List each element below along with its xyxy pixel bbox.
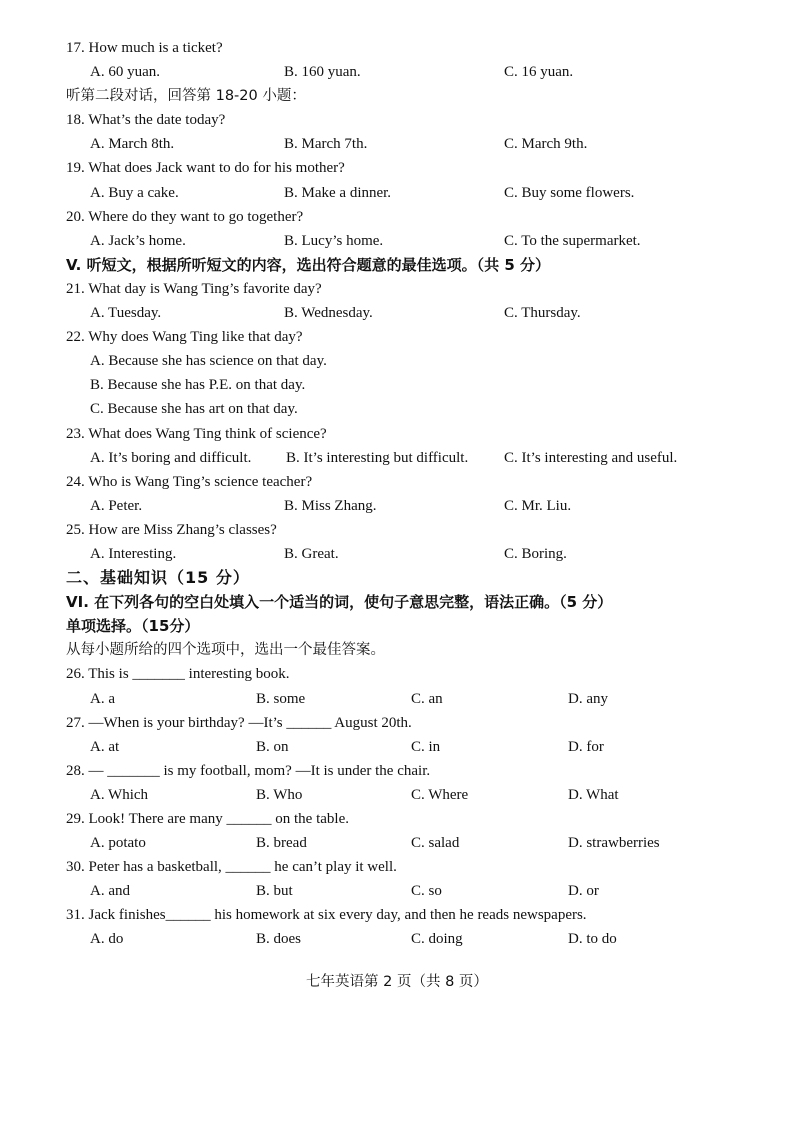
question-17-options [66, 60, 756, 84]
option-a: A. Jack’s home. [90, 232, 186, 249]
question-30-options [66, 879, 756, 903]
option-b: B. Lucy’s home. [284, 232, 384, 249]
option-a: A. Because she has science on that day. [90, 353, 327, 370]
option-c: C. It’s interesting and useful. [504, 449, 678, 466]
option-c: C. Thursday. [504, 305, 581, 322]
option-d: D. strawberries [568, 835, 660, 852]
option-a: A. March 8th. [90, 136, 175, 153]
option-b: B. Miss Zhang. [284, 497, 377, 514]
question-26: 26. This is _______ interesting book. [66, 666, 290, 683]
exam-page [66, 36, 756, 952]
section-6-title: VI. 在下列各句的空白处填入一个适当的词，使句子意思完整，语法正确。（5 分） [66, 593, 613, 612]
question-27: 27. —When is your birthday? —It’s ______ August 20th. [66, 714, 412, 731]
single-choice-title: 单项选择。（15分） [66, 617, 200, 636]
option-a: A. potato [90, 835, 146, 852]
option-b: B. Wednesday. [284, 305, 373, 322]
part-two-title: 二、基础知识（15 分） [66, 568, 250, 588]
option-c: C. Where [411, 786, 469, 803]
question-18: 18. What’s the date today? [66, 112, 226, 129]
option-c: C. Because she has art on that day. [90, 401, 298, 418]
option-b: B. Great. [284, 545, 339, 562]
page-footer: 七年英语第 2 页（共 8 页） [306, 974, 488, 990]
question-22: 22. Why does Wang Ting like that day? [66, 329, 303, 346]
question-23-options [66, 446, 756, 470]
option-a: A. do [90, 931, 124, 948]
question-26-options [66, 687, 756, 711]
question-25: 25. How are Miss Zhang’s classes? [66, 521, 277, 538]
option-b: B. Make a dinner. [284, 184, 392, 201]
option-b: B. bread [256, 835, 307, 852]
option-a: A. a [90, 690, 115, 707]
option-b: B. but [256, 883, 293, 900]
question-28: 28. — _______ is my football, mom? —It is under the chair. [66, 762, 431, 779]
section-5-title: V. 听短文，根据所听短文的内容，选出符合题意的最佳选项。（共 5 分） [66, 255, 550, 274]
question-21-options [66, 301, 756, 325]
option-b: B. Who [256, 786, 303, 803]
question-20: 20. Where do they want to go together? [66, 208, 304, 225]
question-29: 29. Look! There are many ______ on the table. [66, 811, 349, 827]
option-c: C. so [411, 883, 442, 900]
option-c: C. Boring. [504, 545, 567, 562]
option-a: A. Buy a cake. [90, 184, 179, 201]
option-c: C. Mr. Liu. [504, 497, 572, 514]
option-b: B. It’s interesting but difficult. [286, 449, 469, 466]
question-20-options [66, 229, 756, 253]
option-c: C. Buy some flowers. [504, 184, 635, 201]
option-c: C. an [411, 690, 443, 707]
question-31: 31. Jack finishes______ his homework at six every day, and then he reads newspapers. [66, 907, 587, 924]
question-24: 24. Who is Wang Ting’s science teacher? [66, 473, 313, 490]
question-17: 17. How much is a ticket? [66, 40, 223, 56]
option-c: C. March 9th. [504, 136, 588, 153]
question-19: 19. What does Jack want to do for his mother? [66, 160, 345, 177]
option-d: D. or [568, 883, 599, 900]
question-23: 23. What does Wang Ting think of science? [66, 425, 327, 442]
option-b: B. 160 yuan. [284, 64, 361, 81]
option-a: A. Which [90, 786, 149, 803]
question-31-options [66, 927, 756, 951]
question-19-options [66, 181, 756, 205]
option-d: D. any [568, 690, 608, 707]
option-a: A. 60 yuan. [90, 64, 160, 81]
option-c: C. doing [411, 931, 463, 948]
single-choice-instruction: 从每小题所给的四个选项中，选出一个最佳答案。 [66, 642, 385, 659]
option-c: C. To the supermarket. [504, 232, 641, 249]
question-30: 30. Peter has a basketball, ______ he can’t play it well. [66, 859, 397, 876]
question-25-options [66, 542, 756, 566]
option-c: C. 16 yuan. [504, 64, 574, 81]
question-24-options [66, 494, 756, 518]
question-21: 21. What day is Wang Ting’s favorite day? [66, 280, 322, 297]
option-d: D. for [568, 738, 604, 755]
option-c: C. salad [411, 835, 460, 852]
option-b: B. does [256, 931, 301, 948]
option-a: A. It’s boring and difficult. [90, 449, 252, 466]
option-a: A. and [90, 883, 130, 900]
option-c: C. in [411, 738, 441, 755]
option-b: B. on [256, 738, 289, 755]
option-a: A. Peter. [90, 497, 143, 514]
option-b: B. March 7th. [284, 136, 368, 153]
question-28-options [66, 783, 756, 807]
option-a: A. Interesting. [90, 545, 177, 562]
option-b: B. Because she has P.E. on that day. [90, 377, 306, 394]
option-b: B. some [256, 690, 306, 707]
question-29-options [66, 831, 756, 855]
question-27-options [66, 735, 756, 759]
option-a: A. at [90, 738, 120, 755]
option-d: D. to do [568, 931, 617, 948]
option-a: A. Tuesday. [90, 305, 162, 322]
question-18-options [66, 132, 756, 156]
part2-instruction: 听第二段对话，回答第 18-20 小题： [66, 88, 306, 105]
option-d: D. What [568, 786, 619, 803]
